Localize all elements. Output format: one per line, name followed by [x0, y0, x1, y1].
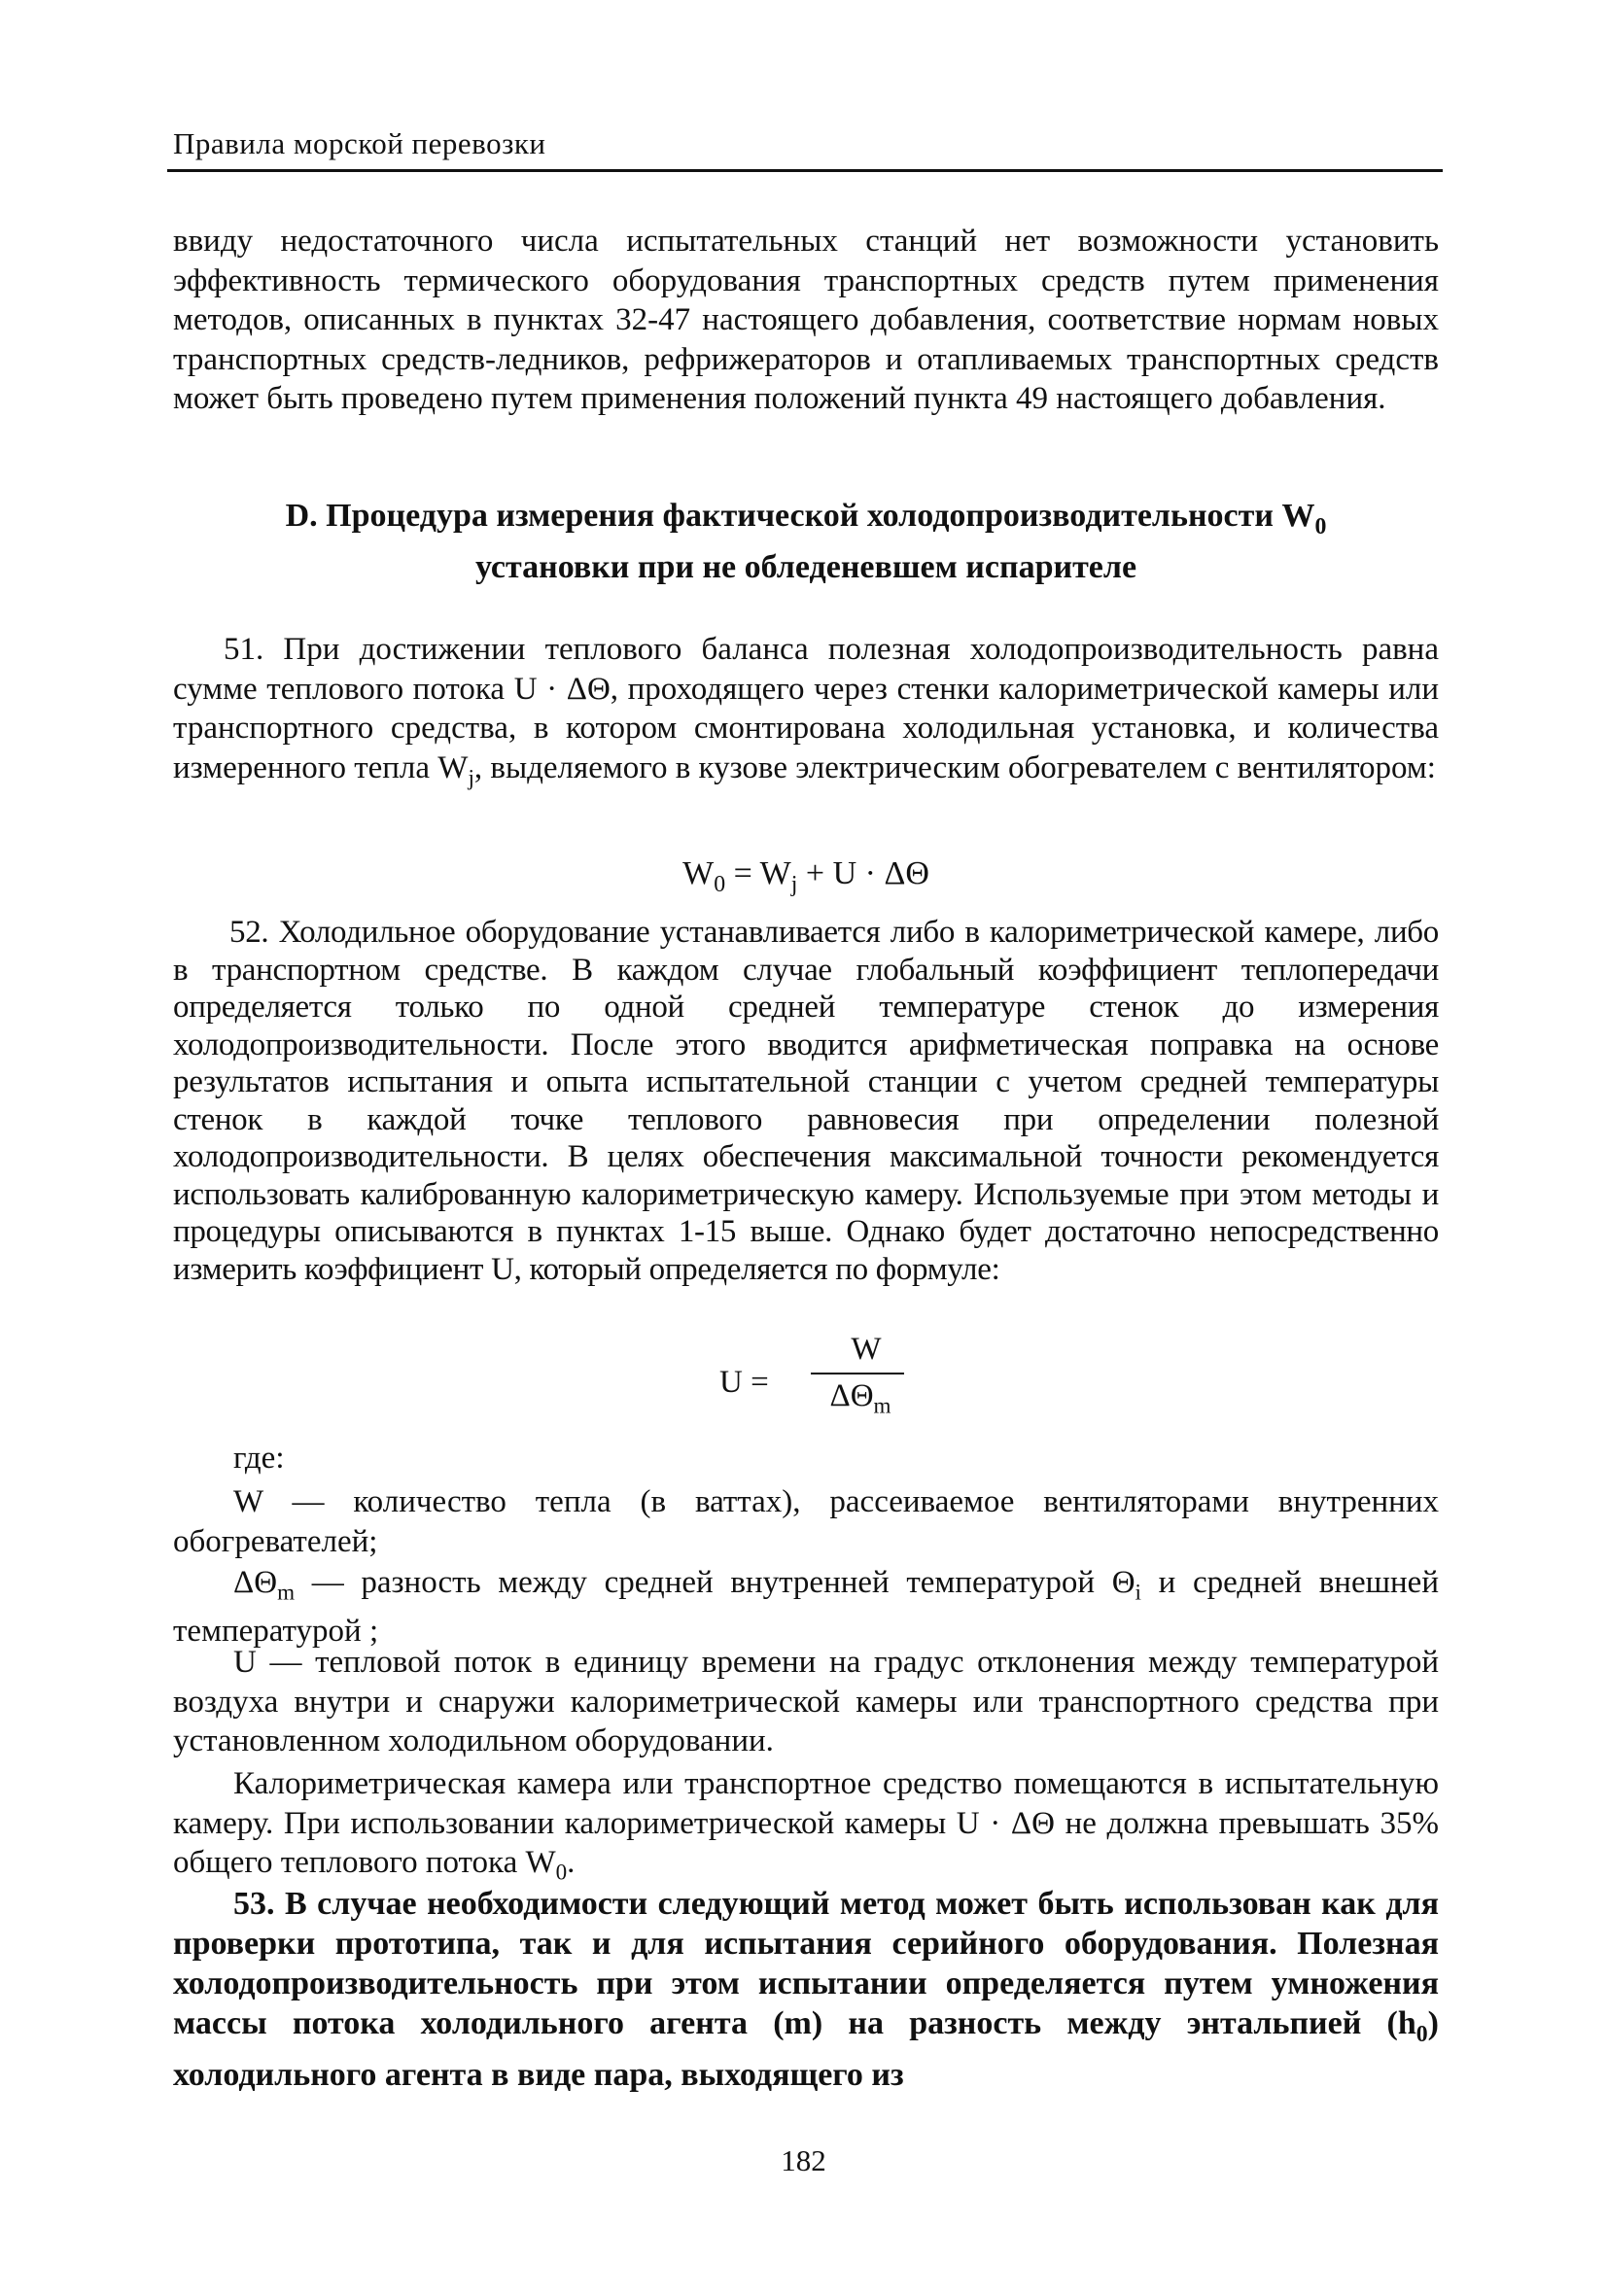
header-rule: [167, 169, 1443, 172]
formula1-rest: + U · ΔΘ: [797, 855, 929, 891]
formula-cooling-capacity: [173, 855, 1439, 898]
formula2-den-text: ΔΘ: [829, 1378, 874, 1413]
section-heading-line1: D. Процедура измерения фактической холодопроизводительности W: [285, 498, 1315, 534]
calorimeter-sub0: 0: [555, 1859, 568, 1885]
section-heading-line2: установки при не обледеневшем испарителе: [474, 548, 1137, 585]
formula2-numerator: W: [851, 1332, 882, 1367]
calorimeter-text-b: .: [567, 1845, 576, 1880]
running-header: Правила морской перевозки: [173, 126, 546, 160]
def-dtheta-c: и средней внешней температурой ;: [173, 1565, 1439, 1650]
definition-delta-theta: [173, 1563, 1439, 1652]
paragraph-51-text-b: , выделяемого в кузове электрическим обогревателем с вентилятором:: [473, 749, 1436, 785]
formula2-lhs: U =: [719, 1365, 769, 1400]
paragraph-53-text-a: 53. В случае необходимости следующий метод может быть использован как для проверки прототипа, так и для испытания серийного оборудования. Полезная холодопроизводительность при этом испытании определяется путем умножения массы потока холодильного агента (m) на разность между энтальпией (h: [173, 1886, 1439, 2041]
formula-u-coefficient: [719, 1332, 914, 1429]
def-dtheta-a: ΔΘ: [233, 1565, 278, 1600]
formula1-subj: j: [790, 871, 798, 897]
def-dtheta-sub: m: [277, 1579, 296, 1605]
paragraph-51-subscript: j: [468, 764, 474, 790]
definition-u: U — тепловой поток в единицу времени на градус отклонения между температурой воздуха внутри и снаружи калориметрической камеры или транспортного средства при установленном холодильном оборудовании.: [173, 1645, 1439, 1758]
formula1-w: W: [682, 855, 715, 891]
paragraph-calorimeter: [173, 1764, 1439, 1892]
calorimeter-text-a: Калориметрическая камера или транспортное средство помещаются в испытательную камеру. При использовании калориметрической камеры U · ΔΘ не должна превышать 35% общего теплового потока W: [173, 1766, 1439, 1880]
formula2-den-sub: m: [873, 1392, 891, 1418]
def-dtheta-b: — разность между средней внутренней температурой Θ: [295, 1565, 1135, 1600]
section-heading-subscript: 0: [1314, 513, 1327, 539]
definition-w: W — количество тепла (в ваттах), рассеиваемое вентиляторами внутренних обогревателей;: [173, 1484, 1439, 1559]
paragraph-53-text-b: ) холодильного агента в виде пара, выходящего из: [173, 2005, 1439, 2093]
page-number: 182: [781, 2143, 826, 2177]
section-heading: [173, 496, 1439, 588]
paragraph-51-text-a: 51. При достижении теплового баланса полезная холодопроизводительность равна сумме теплового потока U · ΔΘ, проходящего через стенки калориметрической камеры или транспортного средства, в котором смонтирована холодильная установка, и количества измеренного тепла W: [173, 632, 1439, 785]
formula2-denominator: [807, 1378, 914, 1419]
def-dtheta-sub-i: i: [1135, 1579, 1141, 1605]
paragraph-52: 52. Холодильное оборудование устанавливается либо в калориметрической камере, либо в транспортном средстве. В каждом случае глобальный коэффициент теплопередачи определяется только по одной средней температуре стенок до измерения холодопроизводительности. После этого вводится арифметическая поправка на основе результатов испытания и опыта испытательной станции с учетом средней температуры стенок в каждой точке теплового равновесия при определении полезной холодопроизводительности. В целях обеспечения максимальной точности рекомендуется использовать калиброванную калориметрическую камеру. Используемые при этом методы и процедуры описываются в пунктах 1-15 выше. Однако будет достаточно непосредственно измерить коэффициент U, который определяется по формуле:: [173, 915, 1439, 1287]
paragraph-53: [173, 1884, 1439, 2095]
where-label: где:: [233, 1441, 285, 1476]
paragraph-51: [173, 630, 1439, 797]
formula2-fraction-bar: [811, 1373, 904, 1374]
formula1-eq: = W: [725, 855, 791, 891]
formula1-sub0: 0: [714, 871, 726, 897]
paragraph-53-sub0: 0: [1415, 2021, 1428, 2047]
intro-paragraph: ввиду недостаточного числа испытательных станций нет возможности установить эффективность термического оборудования транспортных средств путем применения методов, описанных в пунктах 32-47 настоящего добавления, соответствие нормам новых транспортных средств-ледников, рефрижераторов и отапливаемых транспортных средств может быть проведено путем применения положений пункта 49 настоящего добавления.: [173, 224, 1439, 416]
